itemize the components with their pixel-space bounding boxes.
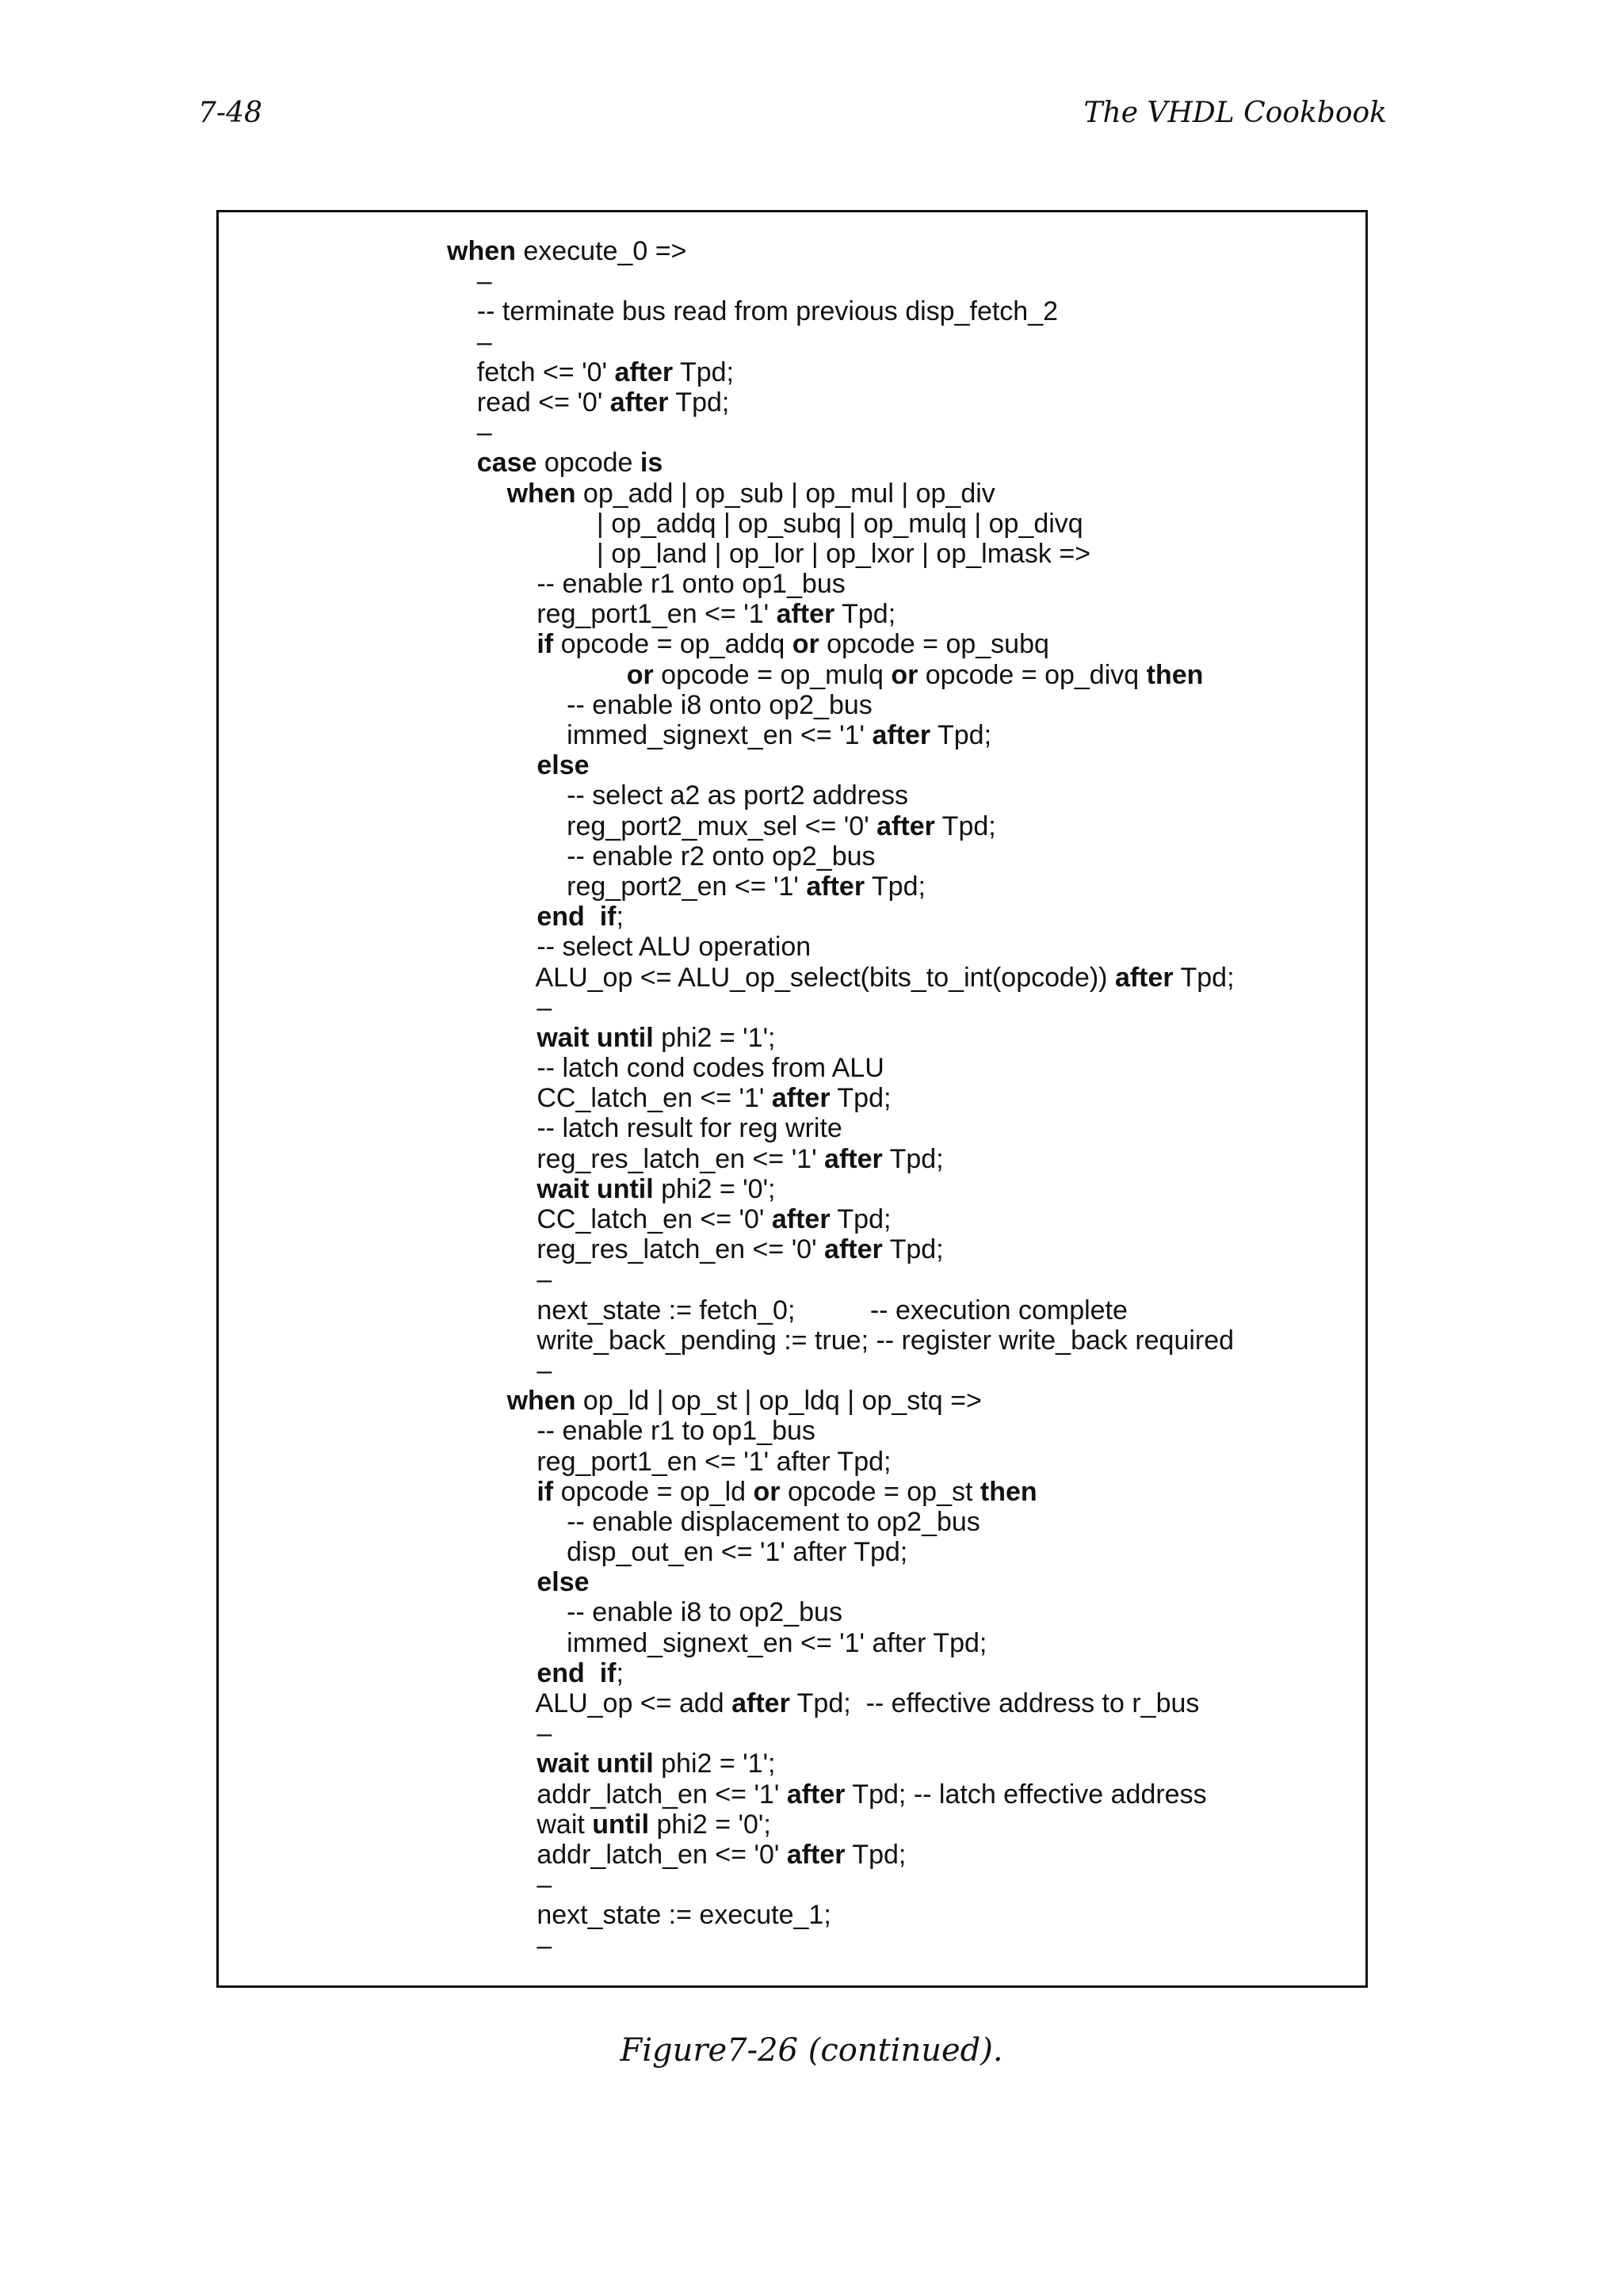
code-keyword: after	[806, 871, 865, 902]
code-text: opcode = op_divq	[918, 659, 1147, 690]
code-text: opcode = op_addq	[553, 629, 792, 660]
code-text: Tpd;	[934, 810, 996, 841]
code-text	[447, 1749, 537, 1779]
code-line	[447, 266, 1235, 296]
code-line	[447, 1325, 1235, 1356]
code-line	[447, 1053, 1235, 1083]
code-line	[447, 811, 1235, 841]
code-keyword: then	[1146, 659, 1204, 690]
code-line	[447, 1537, 1235, 1567]
code-line	[447, 660, 1235, 690]
code-keyword: after	[771, 1083, 831, 1114]
code-keyword: is	[640, 448, 663, 479]
code-keyword: end if	[537, 902, 617, 933]
code-text: -- enable r1 to op1_bus	[447, 1416, 815, 1447]
code-text: Tpd;	[882, 1234, 944, 1265]
code-text: | op_land | op_lor | op_lxor | op_lmask =>	[447, 538, 1091, 569]
code-text: execute_0 =>	[515, 236, 687, 266]
code-line	[447, 841, 1235, 871]
code-line	[447, 1113, 1235, 1143]
code-text: -- latch result for reg write	[447, 1113, 842, 1144]
code-keyword: else	[537, 1567, 590, 1598]
code-text: ;	[616, 902, 624, 933]
code-text: -- select a2 as port2 address	[447, 780, 909, 811]
code-text	[447, 902, 537, 932]
code-text: Tpd;	[845, 1839, 907, 1870]
code-keyword: when	[447, 236, 516, 266]
code-text: disp_out_en <= '1' after Tpd;	[447, 1537, 908, 1568]
code-text	[447, 448, 477, 478]
code-line	[447, 1900, 1235, 1930]
code-text	[447, 629, 537, 659]
code-line	[447, 1870, 1235, 1900]
code-text: opcode = op_subq	[819, 629, 1049, 660]
code-line	[447, 1447, 1235, 1477]
code-text: opcode = op_st	[780, 1476, 980, 1507]
code-keyword: else	[537, 750, 590, 781]
code-text: Tpd;	[830, 1083, 892, 1114]
code-text	[447, 1658, 537, 1688]
code-line	[447, 1234, 1235, 1264]
code-text	[447, 1023, 537, 1053]
code-line	[447, 932, 1235, 962]
code-keyword: wait until	[537, 1173, 654, 1204]
code-keyword: when	[506, 478, 576, 509]
page-header	[198, 97, 1387, 136]
code-keyword: wait until	[537, 1022, 654, 1053]
code-text: Tpd;	[830, 1204, 892, 1234]
code-line	[447, 1931, 1235, 1961]
code-text: ;	[616, 1657, 624, 1688]
code-line	[447, 1023, 1235, 1053]
code-line	[447, 1567, 1235, 1597]
code-keyword: after	[872, 720, 931, 750]
code-text: -- latch cond codes from ALU	[447, 1053, 884, 1084]
code-line	[447, 1416, 1235, 1446]
code-line	[447, 599, 1235, 629]
code-text: reg_res_latch_en <= '0'	[447, 1234, 825, 1265]
code-keyword: after	[786, 1839, 846, 1870]
code-text: CC_latch_en <= '0'	[447, 1204, 772, 1234]
code-text: op_ld | op_st | op_ldq | op_stq =>	[575, 1386, 982, 1417]
code-text: next_state := execute_1;	[447, 1900, 831, 1931]
code-line	[447, 387, 1235, 418]
code-line	[447, 1628, 1235, 1658]
code-line	[447, 1264, 1235, 1295]
code-line	[447, 1718, 1235, 1749]
code-keyword: when	[506, 1386, 576, 1417]
code-keyword: after	[876, 810, 935, 841]
code-line	[447, 1477, 1235, 1507]
code-text: phi2 = '1';	[653, 1749, 776, 1779]
code-line	[447, 963, 1235, 993]
code-line	[447, 1083, 1235, 1113]
code-text: reg_port2_mux_sel <= '0'	[447, 810, 877, 841]
code-text: reg_port2_en <= '1'	[447, 871, 807, 902]
code-line	[447, 296, 1235, 326]
code-text: reg_res_latch_en <= '1'	[447, 1143, 825, 1174]
code-text: -- terminate bus read from previous disp_fetch_2	[447, 296, 1059, 327]
code-keyword: or	[626, 659, 654, 690]
code-line	[447, 479, 1235, 509]
code-line	[447, 871, 1235, 902]
code-line	[447, 750, 1235, 780]
code-text: Tpd;	[865, 871, 926, 902]
code-text: –	[447, 1718, 552, 1749]
page-number: 7-48	[198, 97, 262, 129]
code-text: wait	[447, 1809, 593, 1840]
code-keyword: after	[776, 599, 835, 630]
code-text	[447, 1567, 537, 1597]
code-text: Tpd; -- latch effective address	[845, 1779, 1207, 1810]
code-text: addr_latch_en <= '0'	[447, 1839, 787, 1870]
code-text: Tpd;	[673, 357, 735, 387]
code-text: phi2 = '1';	[653, 1022, 776, 1053]
code-text: opcode	[537, 448, 640, 479]
code-line	[447, 629, 1235, 659]
code-keyword: after	[1114, 962, 1174, 993]
code-text: -- select ALU operation	[447, 932, 812, 963]
code-line	[447, 1840, 1235, 1870]
code-line	[447, 1204, 1235, 1234]
code-text: –	[447, 1264, 552, 1295]
code-line	[447, 1295, 1235, 1325]
code-keyword: until	[592, 1809, 650, 1840]
code-text: -- enable i8 to op2_bus	[447, 1597, 842, 1628]
code-keyword: case	[476, 448, 537, 479]
code-text: opcode = op_ld	[553, 1476, 754, 1507]
code-keyword: after	[609, 387, 669, 418]
code-text: Tpd;	[668, 387, 730, 418]
code-text: op_add | op_sub | op_mul | op_div	[575, 478, 995, 509]
code-text: -- enable r2 onto op2_bus	[447, 841, 876, 871]
code-text: | op_addq | op_subq | op_mulq | op_divq	[447, 508, 1083, 539]
code-text: Tpd;	[882, 1143, 944, 1174]
code-text: immed_signext_en <= '1' after Tpd;	[447, 1627, 987, 1658]
code-text: addr_latch_en <= '1'	[447, 1779, 787, 1810]
code-text: ALU_op <= ALU_op_select(bits_to_int(opcode))	[447, 962, 1115, 993]
code-line	[447, 720, 1235, 750]
code-text: phi2 = '0';	[649, 1809, 771, 1840]
code-line	[447, 1356, 1235, 1386]
code-line	[447, 236, 1235, 266]
code-line	[447, 448, 1235, 478]
code-text: Tpd;	[1173, 962, 1235, 993]
code-line	[447, 1779, 1235, 1810]
code-line	[447, 1507, 1235, 1537]
code-text: CC_latch_en <= '1'	[447, 1083, 772, 1114]
code-text: reg_port1_en <= '1'	[447, 599, 777, 630]
code-line	[447, 1386, 1235, 1416]
code-keyword: wait until	[537, 1749, 654, 1779]
code-text	[447, 1477, 537, 1507]
code-line	[447, 780, 1235, 810]
code-text	[447, 1386, 507, 1416]
code-keyword: after	[614, 357, 674, 387]
code-text: -- enable r1 onto op1_bus	[447, 569, 846, 600]
code-line	[447, 509, 1235, 539]
code-keyword: after	[824, 1234, 883, 1265]
code-line	[447, 1174, 1235, 1204]
code-text: –	[447, 326, 492, 357]
code-line	[447, 1749, 1235, 1779]
code-text: opcode = op_mulq	[653, 659, 892, 690]
code-text: reg_port1_en <= '1' after Tpd;	[447, 1446, 892, 1477]
code-keyword: or	[891, 659, 918, 690]
code-text: -- enable i8 onto op2_bus	[447, 689, 873, 720]
code-keyword: end if	[537, 1657, 617, 1688]
code-text: ALU_op <= add	[447, 1688, 732, 1718]
code-line	[447, 418, 1235, 448]
code-line	[447, 690, 1235, 720]
figure-caption: Figure7-26 (continued).	[620, 2032, 1003, 2069]
figure-code-box	[216, 210, 1368, 1988]
code-line	[447, 1658, 1235, 1688]
code-text: immed_signext_en <= '1'	[447, 720, 873, 750]
code-line	[447, 993, 1235, 1023]
code-line	[447, 902, 1235, 932]
code-text	[447, 479, 507, 509]
code-line	[447, 357, 1235, 387]
code-text: Tpd; -- effective address to r_bus	[789, 1688, 1200, 1718]
code-text: write_back_pending := true; -- register write_back required	[447, 1325, 1235, 1356]
code-text: phi2 = '0';	[653, 1173, 776, 1204]
code-line	[447, 1810, 1235, 1840]
code-line	[447, 327, 1235, 357]
code-text: -- enable displacement to op2_bus	[447, 1506, 980, 1537]
code-text: fetch <= '0'	[447, 357, 615, 387]
code-keyword: or	[792, 629, 819, 660]
code-text: read <= '0'	[447, 387, 610, 418]
vhdl-code-listing	[447, 236, 1235, 1961]
code-text: –	[447, 1870, 552, 1901]
code-keyword: after	[824, 1143, 883, 1174]
code-text	[447, 750, 537, 780]
code-text	[447, 660, 627, 690]
code-line	[447, 1597, 1235, 1627]
code-keyword: if	[537, 629, 554, 660]
code-text	[447, 1174, 537, 1204]
code-line	[447, 1144, 1235, 1174]
code-text: –	[447, 418, 492, 448]
code-keyword: after	[786, 1779, 846, 1810]
code-keyword: after	[771, 1204, 831, 1234]
code-keyword: then	[980, 1476, 1037, 1507]
code-keyword: after	[731, 1688, 790, 1718]
code-text: next_state := fetch_0; -- execution complete	[447, 1295, 1128, 1325]
code-text: Tpd;	[930, 720, 992, 750]
code-keyword: or	[753, 1476, 781, 1507]
code-line	[447, 539, 1235, 569]
code-text: –	[447, 1355, 552, 1386]
code-line	[447, 569, 1235, 599]
code-text: Tpd;	[834, 599, 896, 630]
code-text: –	[447, 1930, 552, 1961]
code-line	[447, 1688, 1235, 1718]
code-text: –	[447, 266, 492, 297]
book-title: The VHDL Cookbook	[1083, 97, 1387, 129]
code-keyword: if	[537, 1476, 554, 1507]
code-text: –	[447, 992, 552, 1023]
